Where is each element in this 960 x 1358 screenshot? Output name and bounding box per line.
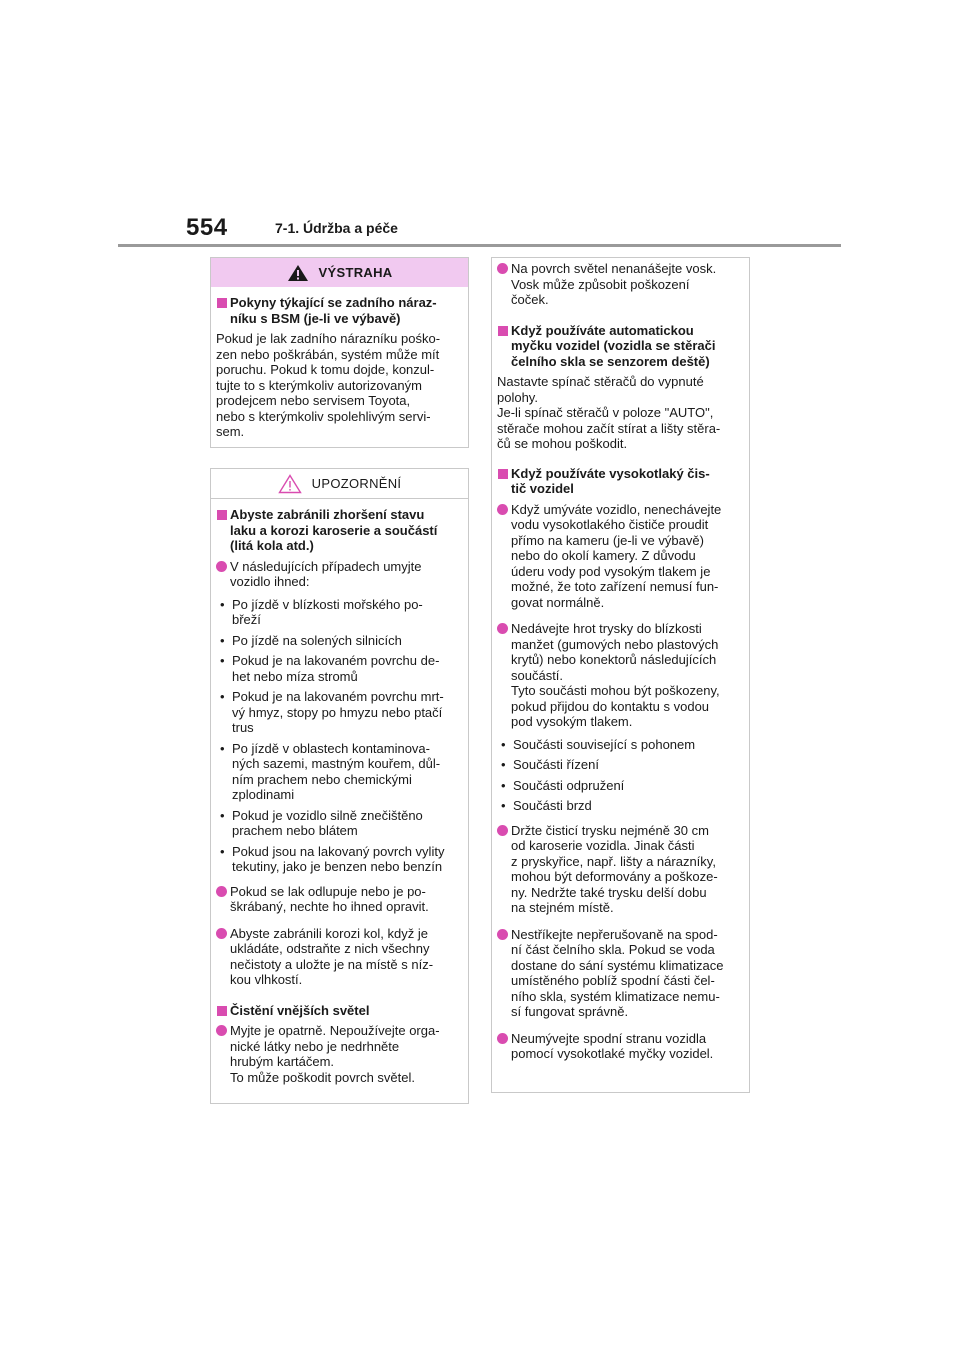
right-heading-pressure-washer: Když používáte vysokotlaký čis- tič vozidel	[497, 466, 745, 497]
caution-bullet: • Pokud je na lakovaném povrchu de- het nebo míza stromů	[216, 653, 464, 684]
section-title: 7-1. Údržba a péče	[275, 220, 398, 236]
right-item-distance: Držte čisticí trysku nejméně 30 cm od karoserie vozidla. Jinak části z pryskyřice, např. lišty a nárazníky, mohou být deformovány a poškoze- ny. Nedržte také trysku delší dobu na stejném místě.	[497, 823, 745, 916]
caution-triangle-icon	[278, 474, 302, 494]
warning-triangle-icon	[287, 264, 309, 282]
header-rule	[118, 244, 841, 247]
warning-box	[210, 257, 469, 448]
caution-bullet: • Po jízdě v blízkosti mořského po- břeží	[216, 597, 464, 628]
right-item-camera: Když umýváte vozidlo, nenechávejte vodu vysokotlakého čističe proudit přímo na kameru (je-li ve výbavě) nebo do okolí kamery. Z důvodu úderu vody pod vysokým tlakem je možné, že toto zařízení nemusí fun- govat normálně.	[497, 502, 745, 611]
caution-item-repair: Pokud se lak odlupuje nebo je po- škrábaný, nechte ho ihned opravit.	[216, 884, 464, 915]
caution-item-wash: V následujících případech umyjte vozidlo ihned:	[216, 559, 464, 590]
right-item-underside: Neumývejte spodní stranu vozidla pomocí vysokotlaké myčky vozidel.	[497, 1031, 745, 1062]
caution-header	[211, 469, 468, 499]
right-bullet: • Součásti odpružení	[497, 778, 745, 794]
right-bullet: • Součásti brzd	[497, 798, 745, 814]
caution-heading-lights: Čistění vnějších světel	[216, 1003, 464, 1019]
caution-bullet: • Pokud je vozidlo silně znečištěno prachem nebo blátem	[216, 808, 464, 839]
right-item-wax: Na povrch světel nenanášejte vosk. Vosk může způsobit poškození čoček.	[497, 261, 745, 308]
caution-heading-paint: Abyste zabránili zhoršení stavu laku a korozi karoserie a součástí (litá kola atd.)	[216, 507, 464, 554]
right-item-windshield: Nestříkejte nepřerušovaně na spod- ní část čelního skla. Pokud se voda dostane do sání systému klimatizace umístěného poblíž spodní části čel- ního skla, systém klimatizace nemu- sí fungovat správně.	[497, 927, 745, 1020]
right-item-nozzle: Nedávejte hrot trysky do blízkosti manžet (gumových nebo plastových krytů) nebo konektorů následujících součástí. Tyto součásti mohou být poškozeny, pokud přijdou do kontaktu s vodou pod vysokým tlakem.	[497, 621, 745, 730]
caution-bullet: • Pokud jsou na lakovaný povrch vylity tekutiny, jako je benzen nebo benzín	[216, 844, 464, 875]
warning-heading: Pokyny týkající se zadního náraz- níku s BSM (je-li ve výbavě)	[216, 295, 464, 326]
caution-bullet: • Po jízdě na solených silnicích	[216, 633, 464, 649]
right-heading-car-wash: Když používáte automatickou myčku vozidel (vozidla se stěrači čelního skla se senzorem deště)	[497, 323, 745, 370]
warning-header	[211, 258, 468, 287]
warning-label: VÝSTRAHA	[318, 264, 393, 280]
right-column-box	[491, 257, 750, 1093]
warning-text: Pokud je lak zadního nárazníku pośko- zen nebo poškrábán, systém může mít poruchu. Pokud k tomu dojde, konzul- tujte to s kterýmkoliv autorizovaným prodejcem nebo servisem Toyota, nebo s kterýmkoliv spolehlivým servi- sem.	[216, 331, 441, 439]
page-number: 554	[186, 214, 228, 241]
caution-item-lights: Myjte je opatrně. Nepoužívejte orga- nické látky nebo je nedrhněte hrubým kartáčem. To může poškodit povrch světel.	[216, 1023, 464, 1085]
caution-item-wheels: Abyste zabránili korozi kol, když je ukládáte, odstraňte z nich všechny nečistoty a uložte je na místě s níz- kou vlhkostí.	[216, 926, 464, 988]
right-bullet: • Součásti řízení	[497, 757, 745, 773]
caution-label: UPOZORNĚNÍ	[311, 475, 402, 491]
caution-bullet: • Pokud je na lakovaném povrchu mrt- vý hmyz, stopy po hmyzu nebo ptačí trus	[216, 689, 464, 736]
caution-bullet: • Po jízdě v oblastech kontaminova- ných sazemi, mastným kouřem, důl- ním prachem nebo chemickými zplodinami	[216, 741, 464, 803]
right-text-wipers: Nastavte spínač stěračů do vypnuté polohy. Je-li spínač stěračů v poloze "AUTO", stěrače mohou začít stírat a lišty stěra- čů se mohou poškodit.	[497, 374, 721, 451]
right-bullet: • Součásti související s pohonem	[497, 737, 745, 753]
caution-box	[210, 468, 469, 1104]
